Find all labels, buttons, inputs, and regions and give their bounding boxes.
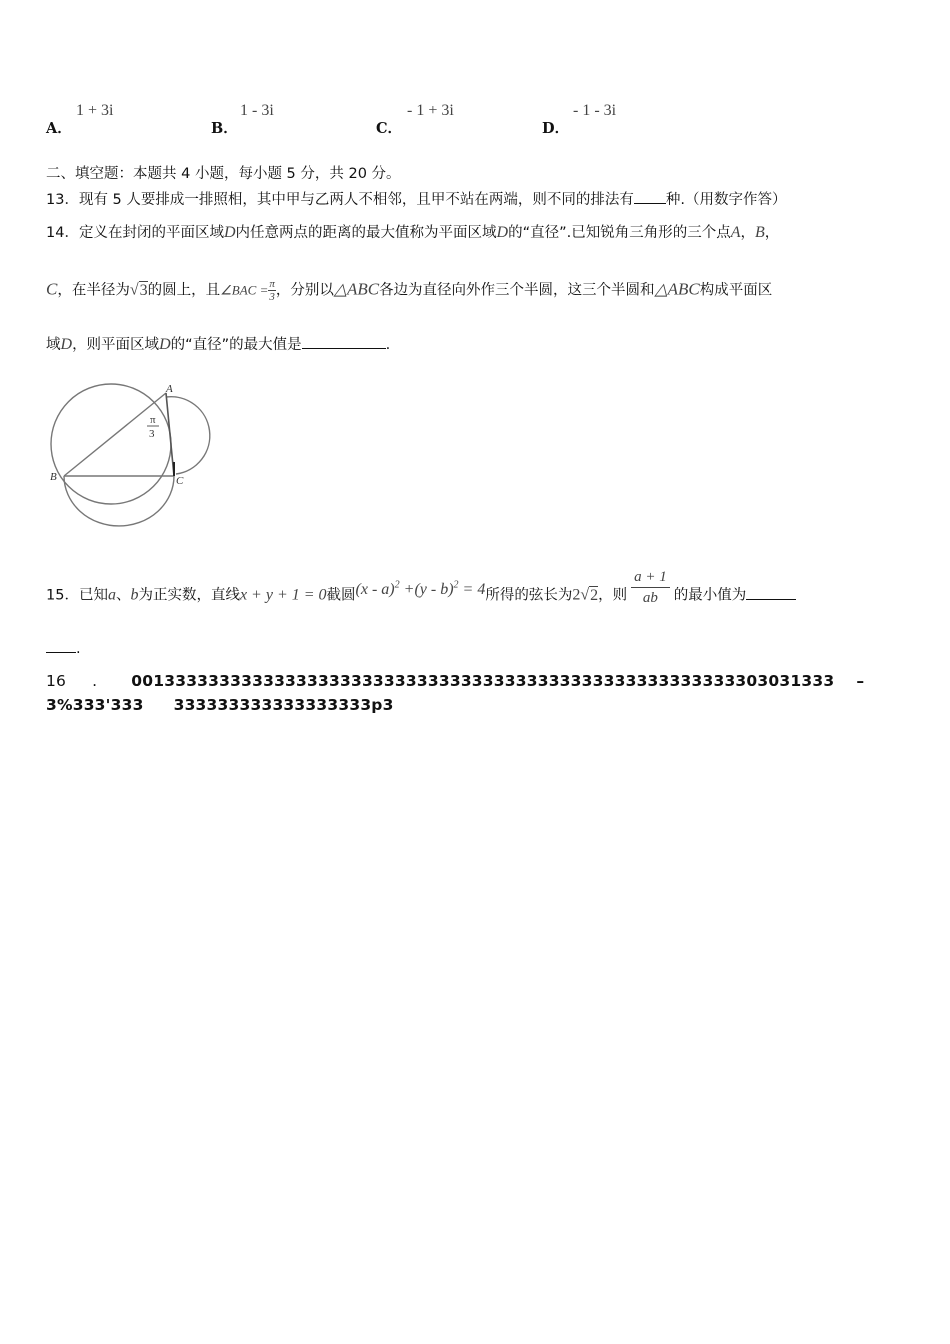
q16-number: 16	[46, 672, 67, 690]
circumcircle	[51, 384, 171, 504]
q15-answer-blank	[746, 585, 796, 600]
angle-den: 3	[149, 428, 155, 440]
q14-answer-blank	[302, 334, 386, 349]
question-14-line-3	[46, 333, 390, 354]
q13-suffix: 种.（用数字作答）	[665, 192, 787, 208]
q15-text-4: 所得的弦长为	[485, 587, 573, 604]
q15-exp-2: 2	[453, 579, 459, 591]
q15-chord: 2√2	[572, 586, 599, 604]
option-b-label: B．	[211, 120, 238, 137]
q16-line-2a: 3%333'333	[46, 696, 144, 714]
q15-text-3: 截圆	[326, 587, 356, 604]
q14-triangle: △ABC	[333, 279, 380, 299]
q15-var-a: a	[107, 586, 116, 604]
q14-var-d-2: D	[496, 224, 509, 241]
question-14-line-1	[46, 221, 779, 242]
option-a-expr: 1 + 3i	[76, 102, 114, 119]
q15-fraction	[631, 567, 670, 608]
question-15	[46, 569, 796, 616]
q16-line-1-text: 0013333333333333333333333333333333333333333333333333333303031333	[131, 672, 835, 690]
q14-comma: ，	[740, 225, 755, 241]
q15-text-1: 15．已知	[46, 587, 108, 604]
semicircle-bc	[64, 476, 174, 526]
q14-text-9: 域	[46, 337, 61, 353]
q15-text-5: ，则	[598, 587, 628, 604]
q14-var-d-4: D	[159, 336, 171, 353]
q15-continuation	[46, 638, 81, 657]
q15-var-b: b	[130, 586, 139, 604]
option-d-expr: - 1 - 3i	[573, 102, 617, 119]
q14-var-d-3: D	[60, 336, 73, 353]
q14-text-7: 各边为直径向外作三个半圆，这三个半圆和	[379, 282, 655, 299]
q14-text-3: 的“直径”.已知锐角三角形的三个点	[508, 225, 731, 241]
q14-triangle-2: △ABC	[654, 279, 700, 299]
q14-period: .	[385, 337, 391, 353]
q14-text-10: ，则平面区域	[72, 337, 160, 353]
option-d-label: D．	[542, 120, 570, 137]
q14-text-8: 构成平面区	[699, 282, 773, 299]
q14-var-d: D	[223, 224, 236, 241]
q15-cont-dot: .	[76, 641, 81, 657]
q15-frac-den: ab	[642, 590, 658, 606]
label-c: C	[176, 475, 184, 487]
q14-text-11: 的“直径”的最大值是	[170, 337, 302, 353]
q14-angle: ∠BAC =	[220, 282, 269, 298]
option-b-expr: 1 - 3i	[240, 102, 274, 119]
q15-text-2: 为正实数，直线	[138, 587, 240, 604]
q16-dot: .	[92, 672, 98, 690]
q15-frac-num: a + 1	[631, 567, 670, 588]
q14-var-a: A	[730, 224, 741, 241]
q14-var-b: B	[755, 224, 765, 241]
q15-exp-1: 2	[394, 579, 400, 591]
geometry-figure	[40, 362, 220, 534]
q15-chord-rad: 2	[590, 586, 599, 604]
q14-pi: π	[269, 278, 275, 290]
angle-num: π	[150, 414, 156, 426]
option-c-expr: - 1 + 3i	[407, 102, 454, 119]
q15-sep: 、	[115, 587, 131, 604]
q15-circle-l2: +(y - b)	[403, 580, 454, 598]
q15-text-6: 的最小值为	[673, 587, 747, 604]
q14-text-1: 14．定义在封闭的平面区域	[46, 225, 224, 241]
q15-circle-l1: (x - a)	[355, 580, 395, 598]
q13-answer-blank	[634, 189, 666, 204]
q14-sqrt3: 3	[139, 281, 148, 299]
label-a: A	[166, 383, 173, 395]
q15-circle-eq	[356, 581, 486, 598]
option-a-label: A．	[46, 120, 72, 137]
q14-text-4: ，在半径为	[57, 282, 130, 299]
q16-mark: –	[856, 672, 865, 690]
q14-comma-2: ，	[764, 225, 780, 241]
q14-three: 3	[269, 291, 275, 303]
question-16-line-2	[46, 696, 394, 714]
q14-var-c: C	[46, 279, 58, 299]
option-c-label: C．	[376, 120, 403, 137]
label-b: B	[50, 471, 57, 483]
q15-circle-r: = 4	[462, 580, 486, 598]
question-14-line-2: C，在半径为√3的圆上，且∠BAC = $\frac{\pi}{3}$ ，分别以△ABC各边为直径向外作三个半圆，这三个半圆和△ABC构成平面区	[46, 278, 773, 303]
question-16-line-1	[46, 672, 864, 690]
q15-chord-coef: 2	[572, 586, 581, 604]
q14-text-6: ，分别以	[275, 282, 334, 299]
q14-text-5: 的圆上，且	[147, 282, 221, 299]
section-header: 二、填空题：本题共 4 小题，每小题 5 分，共 20 分。	[46, 166, 401, 182]
q14-angle-frac	[268, 278, 276, 303]
q14-text-2: 内任意两点的距离的最大值称为平面区域	[235, 225, 497, 241]
q16-line-2b: 333333333333333333p3	[173, 696, 394, 714]
q15-answer-blank-2	[46, 638, 76, 653]
question-13	[46, 188, 787, 209]
q13-text: 13．现有 5 人要排成一排照相，其中甲与乙两人不相邻，且甲不站在两端，则不同的排法有	[46, 192, 634, 208]
q15-line-eq: x + y + 1 = 0	[239, 586, 327, 604]
